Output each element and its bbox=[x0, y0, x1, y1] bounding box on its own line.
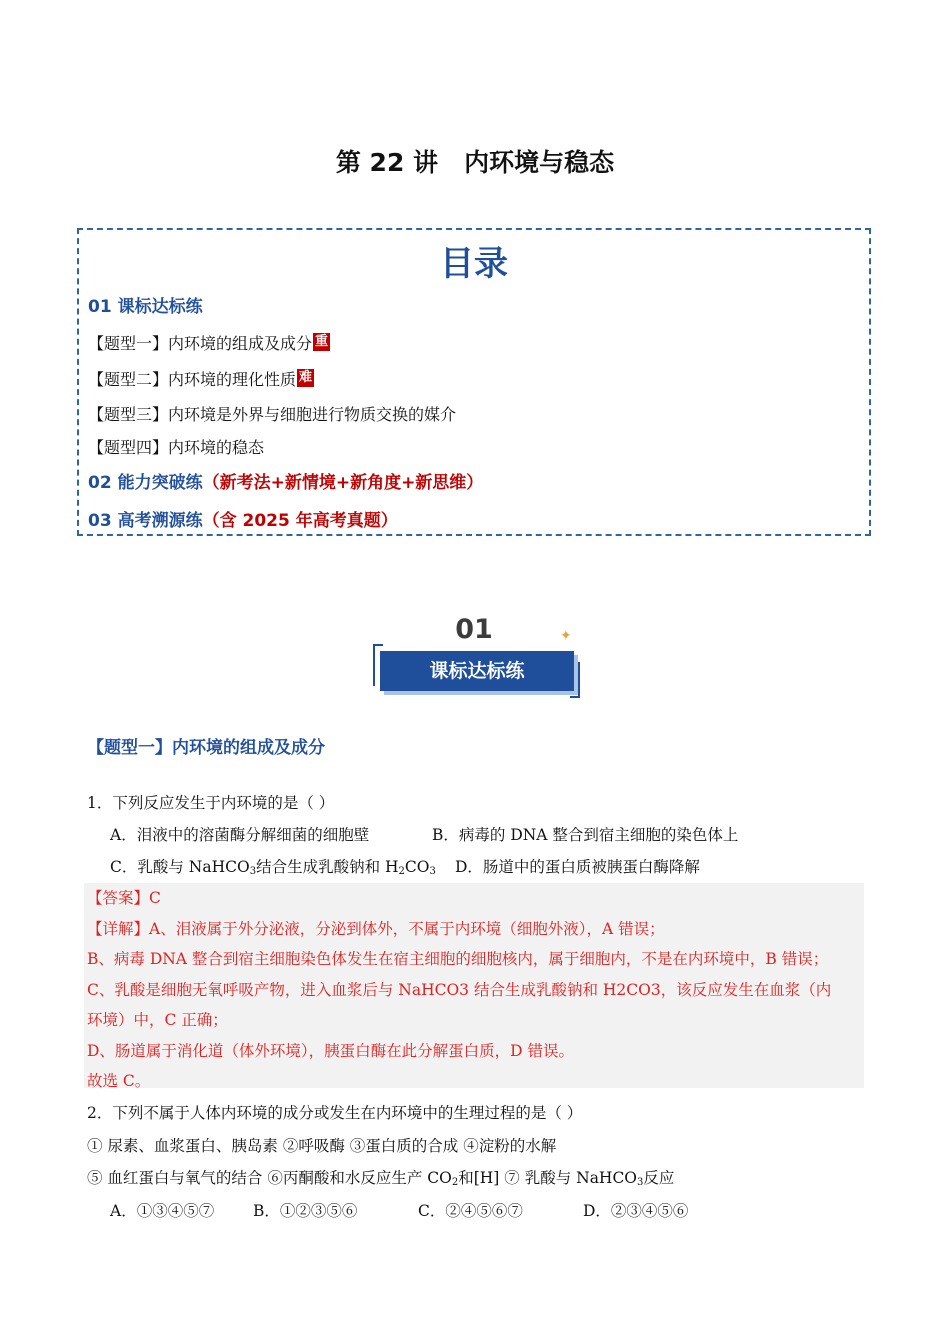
toc-type-3[interactable] bbox=[88, 402, 456, 425]
subscript: 3 bbox=[429, 866, 436, 877]
key-point-badge: 重 bbox=[315, 334, 329, 349]
toc-section-label: 01 课标达标练 bbox=[88, 297, 203, 317]
toc-heading: 目录 bbox=[440, 244, 508, 284]
answer-detail-6: 故选 C。 bbox=[87, 1072, 151, 1090]
answer-detail-5: D、肠道属于消化道（体外环境），胰蛋白酶在此分解蛋白质，D 错误。 bbox=[87, 1042, 575, 1060]
question-type-heading: 【题型一】内环境的组成及成分 bbox=[87, 738, 325, 758]
toc-type-4[interactable] bbox=[88, 435, 264, 458]
text-part: 反应 bbox=[643, 1169, 675, 1187]
text-part: ⑤ 血红蛋白与氧气的结合 ⑥丙酮酸和水反应生产 CO bbox=[87, 1169, 452, 1187]
difficulty-badge: 难 bbox=[299, 370, 313, 385]
question-2-stem: 2．下列不属于人体内环境的成分或发生在内环境中的生理过程的是（ ） bbox=[87, 1104, 583, 1122]
toc-type-label: 【题型二】内环境的理化性质 bbox=[88, 370, 297, 389]
question-2-option-a: A．①③④⑤⑦ bbox=[110, 1202, 215, 1220]
toc-section-01[interactable] bbox=[88, 292, 203, 317]
subscript: 2 bbox=[451, 1177, 459, 1188]
question-1-option-b: B．病毒的 DNA 整合到宿主细胞的染色体上 bbox=[432, 826, 739, 844]
banner-number: 01 bbox=[455, 614, 493, 645]
subscript: 3 bbox=[637, 1177, 644, 1188]
table-of-contents bbox=[77, 228, 871, 536]
question-2-option-d: D．②③④⑤⑥ bbox=[583, 1202, 689, 1220]
toc-type-label: 【题型三】内环境是外界与细胞进行物质交换的媒介 bbox=[88, 405, 457, 424]
question-1-stem: 1．下列反应发生于内环境的是（ ） bbox=[87, 794, 335, 812]
answer-detail-1: 【详解】A、泪液属于外分泌液，分泌到体外，不属于内环境（细胞外液），A 错误； bbox=[87, 920, 665, 938]
question-1-option-a: A．泪液中的溶菌酶分解细菌的细胞壁 bbox=[110, 826, 370, 844]
toc-section-note: （新考法+新情境+新角度+新思维） bbox=[202, 473, 484, 493]
question-2-option-b: B．①②③⑤⑥ bbox=[253, 1202, 358, 1220]
question-1-option-c bbox=[110, 855, 436, 877]
answer-detail-3: C、乳酸是细胞无氧呼吸产物，进入血浆后与 NaHCO3 结合生成乳酸钠和 H2CO3，该反应发生在血浆（内 bbox=[87, 981, 832, 999]
question-1-option-d: D．肠道中的蛋白质被胰蛋白酶降解 bbox=[455, 858, 700, 876]
toc-section-label: 02 能力突破练 bbox=[88, 473, 203, 493]
answer-detail-4: 环境）中，C 正确； bbox=[87, 1011, 228, 1029]
question-2-items-1: ① 尿素、血浆蛋白、胰岛素 ②呼吸酶 ③蛋白质的合成 ④淀粉的水解 bbox=[87, 1137, 557, 1155]
section-banner bbox=[370, 614, 585, 696]
text-part: 结合生成乳酸钠和 H bbox=[256, 858, 399, 876]
toc-type-2[interactable] bbox=[88, 367, 314, 390]
toc-section-label: 03 高考溯源练 bbox=[88, 511, 203, 531]
toc-type-label: 【题型四】内环境的稳态 bbox=[88, 438, 265, 457]
toc-section-03[interactable] bbox=[88, 506, 398, 531]
text-part: 和[H] ⑦ 乳酸与 NaHCO bbox=[458, 1169, 638, 1187]
banner-title: 课标达标练 bbox=[380, 651, 574, 691]
toc-section-02[interactable] bbox=[88, 468, 483, 493]
toc-section-note: （含 2025 年高考真题） bbox=[202, 511, 398, 531]
subscript: 3 bbox=[249, 866, 257, 877]
answer-detail-2: B、病毒 DNA 整合到宿主细胞染色体发生在宿主细胞的细胞核内，属于细胞内，不是在内环境中，B 错误； bbox=[87, 950, 829, 968]
toc-type-1[interactable] bbox=[88, 331, 330, 354]
answer-line: 【答案】C bbox=[87, 889, 161, 907]
sparkle-icon: ✦ bbox=[560, 628, 572, 644]
document-title: 第 22 讲 内环境与稳态 bbox=[335, 148, 615, 177]
question-2-items-2 bbox=[87, 1166, 674, 1188]
text-part: C．乳酸与 NaHCO bbox=[110, 858, 250, 876]
toc-type-label: 【题型一】内环境的组成及成分 bbox=[88, 334, 313, 353]
subscript: 2 bbox=[398, 866, 405, 877]
question-2-option-c: C．②④⑤⑥⑦ bbox=[418, 1202, 523, 1220]
text-part: CO bbox=[404, 858, 430, 876]
